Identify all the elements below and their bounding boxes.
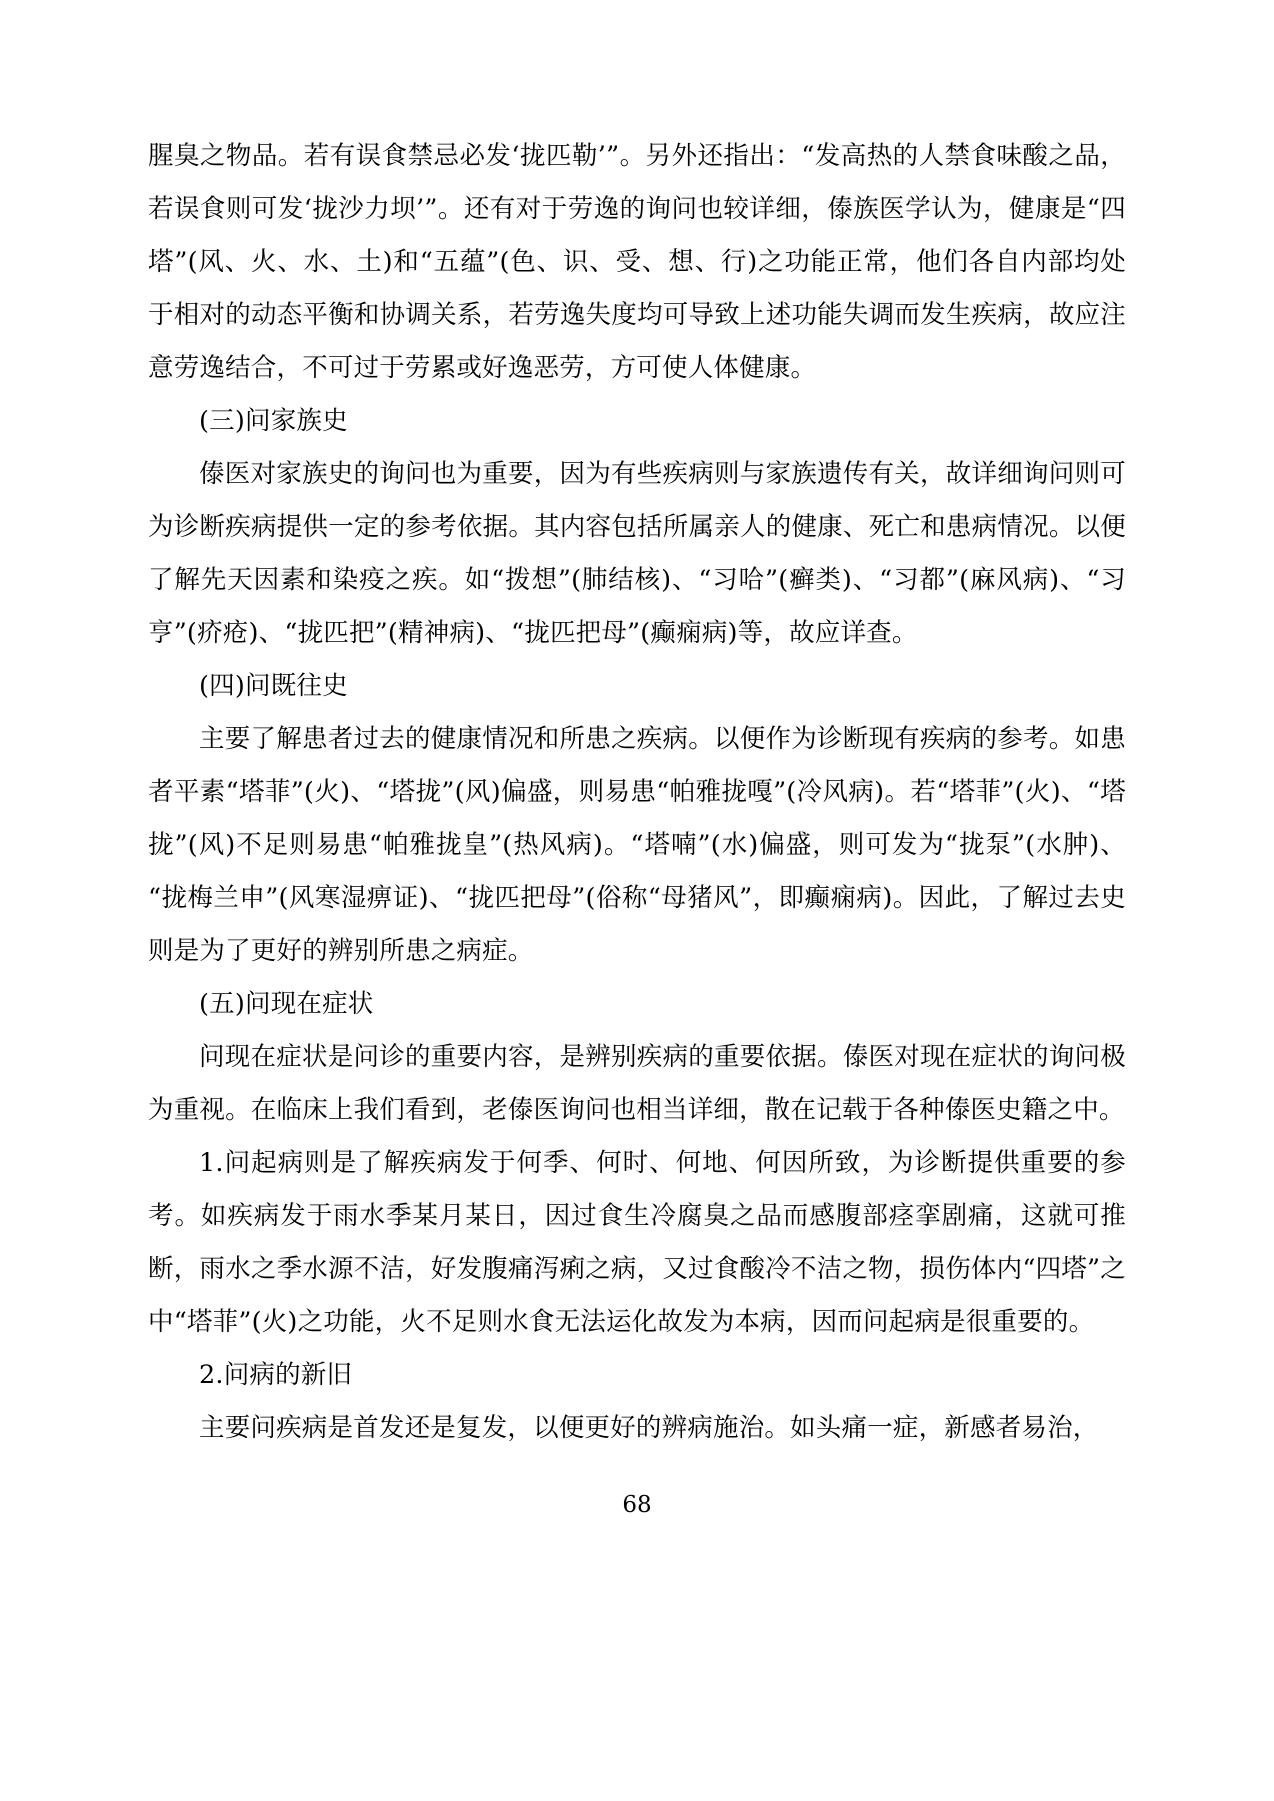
paragraph-family-history: 傣医对家族史的询问也为重要，因为有些疾病则与家族遗传有关，故详细询问则可为诊断疾病提供一定的参考依据。其内容包括所属亲人的健康、死亡和患病情况。以便了解先天因素和染疫之疾。如“拨想”(肺结核)、“习哈”(癣类)、“习都”(麻风病)、“习亨”(疥疮)、“拢匹把”(精神病)、“拢匹把母”(癫痫病)等，故应详查。	[148, 459, 1126, 648]
paragraph-current-symptoms: 问现在症状是问诊的重要内容，是辨别疾病的重要依据。傣医对现在症状的询问极为重视。在临床上我们看到，老傣医询问也相当详细，散在记载于各种傣医史籍之中。	[148, 1042, 1126, 1125]
paragraph-onset-inquiry: 1.问起病则是了解疾病发于何季、何时、何地、何因所致，为诊断提供重要的参考。如疾病发于雨水季某月某日，因过食生冷腐臭之品而感腹部痉挛剧痛，这就可推断，雨水之季水源不洁，好发腹痛泻痢之病，又过食酸冷不洁之物，损伤体内“四塔”之中“塔菲”(火)之功能，火不足则水食无法运化故发为本病，因而问起病是很重要的。	[148, 1148, 1126, 1337]
paragraph-past-history: 主要了解患者过去的健康情况和所患之疾病。以便作为诊断现有疾病的参考。如患者平素“塔菲”(火)、“塔拢”(风)偏盛，则易患“帕雅拢嘎”(冷风病)。若“塔菲”(火)、“塔拢”(风)不足则易患“帕雅拢皇”(热风病)。“塔喃”(水)偏盛，则可发为“拢泵”(水肿)、“拢梅兰申”(风寒湿痹证)、“拢匹把母”(俗称“母猪风”，即癫痫病)。因此，了解过去史则是为了更好的辨别所患之病症。	[148, 724, 1126, 966]
paragraph-new-old-disease: 主要问疾病是首发还是复发，以便更好的辨病施治。如头痛一症，新感者易治，	[199, 1413, 1099, 1443]
section-heading-four: (四)问既往史	[199, 671, 348, 701]
page-number: 68	[622, 1492, 652, 1518]
section-heading-three: (三)问家族史	[199, 406, 348, 436]
section-heading-five: (五)问现在症状	[199, 989, 374, 1019]
page-body	[148, 130, 1126, 1455]
subsection-heading-new-old: 2.问病的新旧	[199, 1360, 353, 1390]
paragraph-continuation: 腥臭之物品。若有误食禁忌必发‘拢匹勒’”。另外还指出：“发高热的人禁食味酸之品，若误食则可发‘拢沙力坝’”。还有对于劳逸的询问也较详细，傣族医学认为，健康是“四塔”(风、火、水、土)和“五蕴”(色、识、受、想、行)之功能正常，他们各自内部均处于相对的动态平衡和协调关系，若劳逸失度均可导致上述功能失调而发生疾病，故应注意劳逸结合，不可过于劳累或好逸恶劳，方可使人体健康。	[148, 141, 1126, 383]
